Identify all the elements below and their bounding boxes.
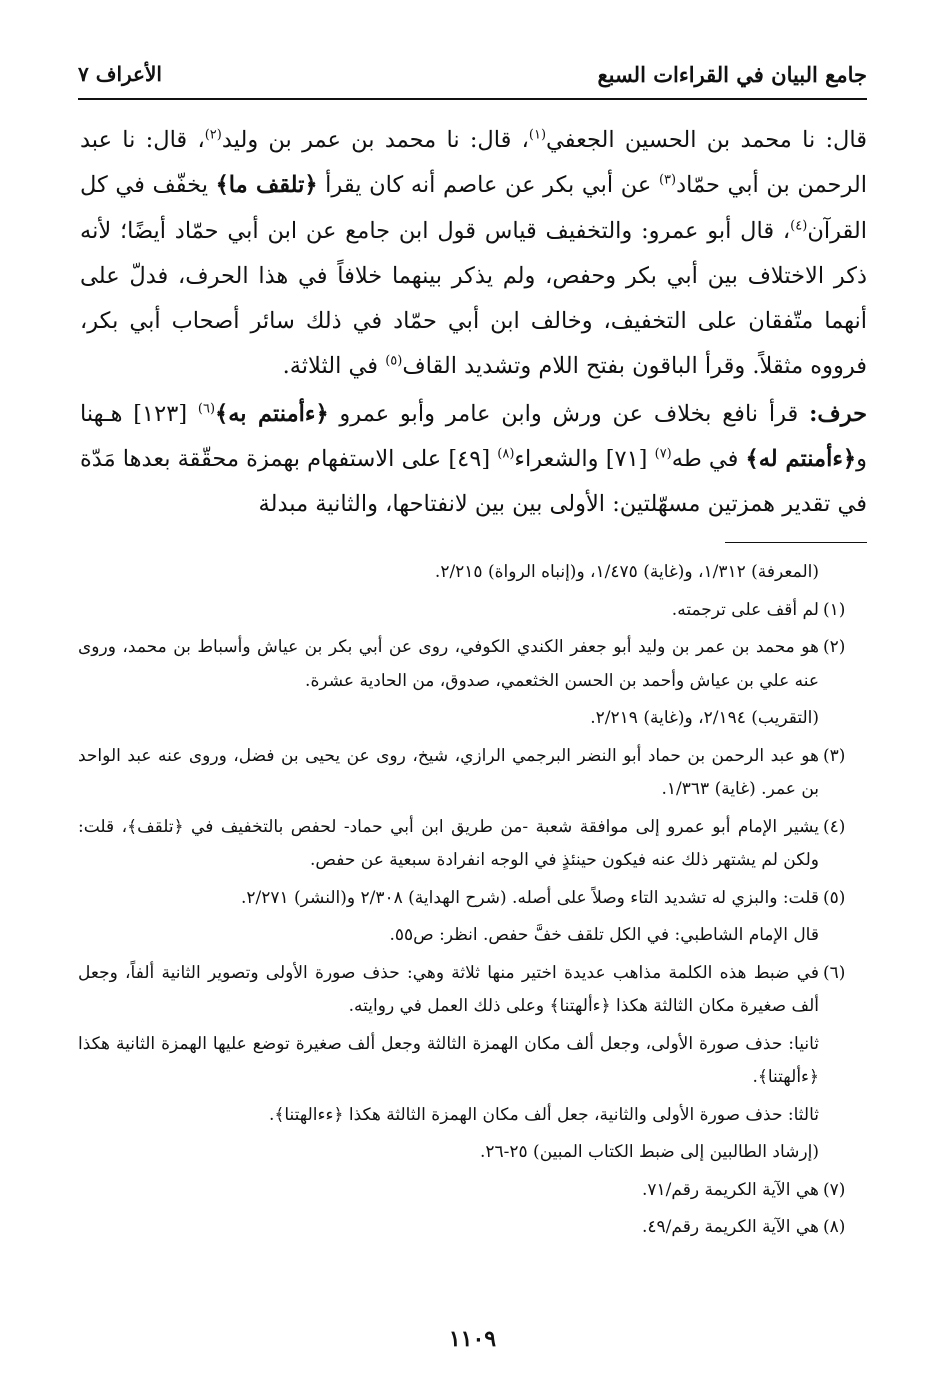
footnote-ref: (٥) xyxy=(385,353,403,369)
text-run: قال: نا محمد بن الحسين الجعفي xyxy=(546,127,867,153)
text-run: ، قال: نا عبد الرحمن بن أبي حمّاد xyxy=(80,127,867,199)
running-header xyxy=(78,60,867,100)
footnote-text: هو محمد بن عمر بن وليد أبو جعفر الكندي الكوفي، روى عن أبي بكر بن عياش وأسباط بن محمد، وروى عنه علي بن عياش وأحمد بن الحسن الخثعمي، صدوق، من الحادية عشرة. xyxy=(78,637,819,691)
footnote-number: (١) xyxy=(823,599,846,620)
footnote-text: هي الآية الكريمة رقم/٤٩. xyxy=(641,1217,819,1237)
footnote-text: هو عبد الرحمن بن حماد أبو النضر البرجمي الرازي، شيخ، روى عن يحيى بن فضل، وروى عنه عبد الواحد بن عمر. (غاية) ١/٣٦٣. xyxy=(78,745,819,799)
footnote-ref: (٤) xyxy=(790,218,808,234)
footnote-source: (التقريب) ٢/١٩٤، و(غاية) ٢/٢١٩. xyxy=(590,708,819,728)
book-title: جامع البيان في القراءات السبع xyxy=(597,62,867,87)
footnote-number: (٦) xyxy=(823,962,846,983)
text-run: [١٢٣] هـهنا و xyxy=(80,400,867,473)
quran-quote: ﴿تلقف ما﴾ xyxy=(215,172,318,199)
footnote-subtext: قال الإمام الشاطبي: في الكل تلقف خفَّ حفص. انظر: ص٥٥. xyxy=(389,925,819,945)
footnote-text: لم أقف على ترجمته. xyxy=(671,599,819,620)
footnote-3 xyxy=(78,740,846,807)
text-run: [٤٩] على الاستفهام بهمزة محقّقة بعدها مَدّة في تقدير همزتين مسهّلتين: الأولى بين بين لانفتاحها، والثانية مبدلة xyxy=(80,446,867,518)
footnote-number: (٧) xyxy=(823,1179,846,1200)
footnote-subtext: ثالثا: حذف صورة الأولى والثانية، جعل ألف مكان الهمزة الثالثة هكذا ﴿ءءالهتنا﴾. xyxy=(268,1104,819,1125)
footnote-number: (٤) xyxy=(823,816,846,837)
footnote-separator xyxy=(725,542,867,543)
footnote-6 xyxy=(78,957,846,1170)
footnote-ref: (٢) xyxy=(204,127,222,143)
footnote-text: (المعرفة) ١/٣١٢، و(غاية) ١/٤٧٥، و(إنباه الرواة) ٢/٢١٥. xyxy=(434,562,819,582)
footnote-lead xyxy=(78,556,819,590)
footnote-1 xyxy=(78,594,846,628)
paragraph-1 xyxy=(80,118,867,390)
footnote-ref: (٧) xyxy=(654,446,672,462)
text-run: في طه xyxy=(671,446,746,473)
text-run: عن أبي بكر عن عاصم أنه كان يقرأ xyxy=(317,172,659,199)
footnotes xyxy=(78,556,846,1249)
footnote-5 xyxy=(78,882,846,953)
page-number: ١١٠٩ xyxy=(448,1326,497,1352)
text-run: في الثلاثة. xyxy=(282,353,386,380)
footnote-7 xyxy=(78,1174,846,1208)
footnote-number: (٣) xyxy=(823,745,846,766)
footnote-ref: (٨) xyxy=(497,446,515,462)
quran-quote: ﴿ءأمنتم له﴾ xyxy=(745,446,857,473)
text-run: قرأ نافع بخلاف عن ورش وابن عامر وأبو عمرو xyxy=(328,400,810,427)
footnote-text: يشير الإمام أبو عمرو إلى موافقة شعبة -من طريق ابن أبي حماد- لحفص بالتخفيف في ﴿تلقف﴾، قلت: ولكن لم يشتهر ذلك عنه فيكون حينئذٍ في الوجه انفرادة سبعية عن حفص. xyxy=(78,816,819,870)
footnote-text: قلت: والبزي له تشديد التاء وصلاً على أصله. (شرح الهداية) ٢/٣٠٨ و(النشر) ٢/٢٧١. xyxy=(240,887,819,908)
quran-quote: ﴿ءأمنتم به﴾ xyxy=(215,400,329,427)
footnote-4 xyxy=(78,811,846,878)
paragraph-2 xyxy=(80,392,867,528)
text-run: ، قال أبو عمرو: والتخفيف قياس قول ابن جامع عن ابن أبي حمّاد أيضًا؛ لأنه ذكر الاختلاف بين أبي بكر وحفص، ولم يذكر بينهما خلافاً في هذا الحرف، فدلّ على أنهما متّفقان على التخفيف، وخالف ابن أبي حمّاد في ذلك سائر أصحاب أبي بكر، فرووه مثقلاً. وقرأ الباقون بفتح اللام وتشديد القاف xyxy=(80,217,867,380)
paragraph-lead: حرف: xyxy=(809,400,868,427)
text-run: ، قال: نا محمد بن عمر بن وليد xyxy=(221,127,529,153)
footnote-text: في ضبط هذه الكلمة مذاهب عديدة اختير منها ثلاثة وهي: حذف صورة الأولى وتصوير الثانية ألفاً، وجعل ألف صغيرة مكان الثالثة هكذا ﴿ءألهتنا﴾ وعلى ذلك العمل في روايته. xyxy=(78,962,819,1016)
footnote-ref: (٦) xyxy=(197,401,216,417)
footnote-source: (إرشاد الطالبين إلى ضبط الكتاب المبين) ٢٥-٢٦. xyxy=(479,1142,819,1162)
section-title: الأعراف ٧ xyxy=(78,62,162,86)
text-run: [٧١] والشعراء xyxy=(514,446,655,473)
footnote-number: (٥) xyxy=(823,887,846,908)
text-run: يخفّف في كل القرآن xyxy=(80,172,867,244)
footnote-ref: (١) xyxy=(528,127,547,143)
footnote-number: (٢) xyxy=(823,637,846,657)
footnote-number: (٨) xyxy=(823,1217,846,1237)
footnote-text: هي الآية الكريمة رقم/٧١. xyxy=(641,1179,819,1200)
footnote-2 xyxy=(78,631,846,736)
footnote-subtext: ثانيا: حذف صورة الأولى، وجعل ألف مكان الهمزة الثالثة وجعل ألف صغيرة توضع عليها الهمزة الثانية هكذا ﴿ءألهتنا﴾. xyxy=(78,1033,819,1087)
main-text xyxy=(80,118,867,528)
footnote-8 xyxy=(78,1211,846,1245)
footnote-ref: (٣) xyxy=(658,172,677,188)
